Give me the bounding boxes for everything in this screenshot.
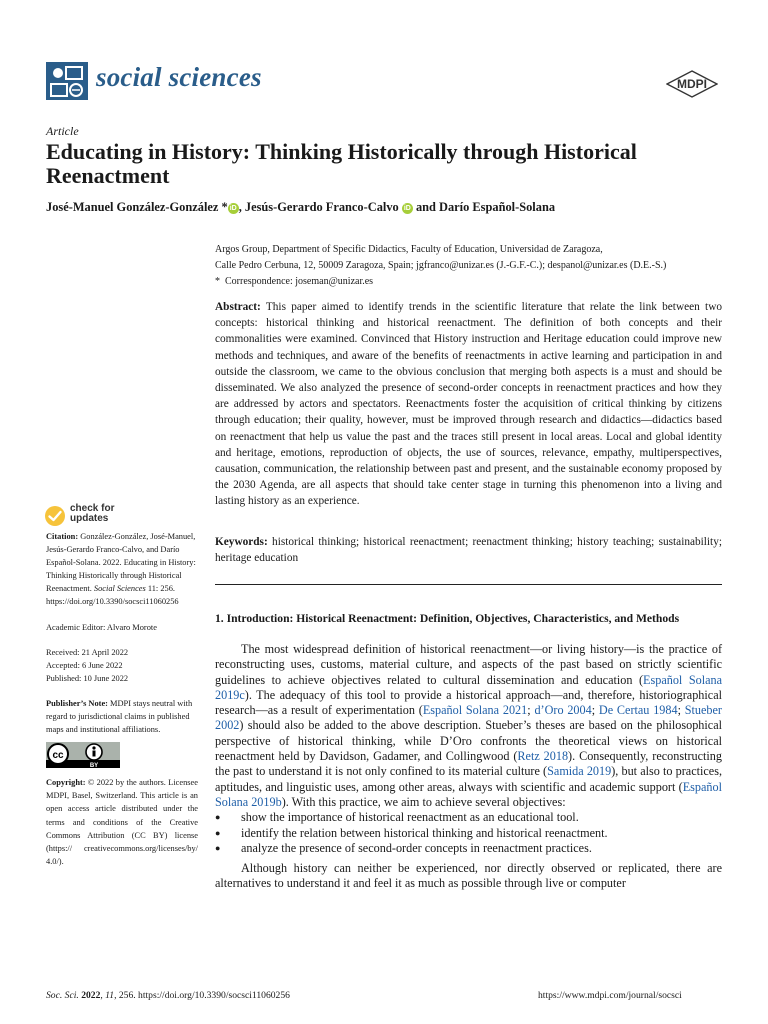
article-type: Article: [46, 124, 79, 138]
text-run: ). With this practice, we aim to achieve several objectives:: [281, 794, 566, 809]
citation-label: Citation:: [46, 532, 79, 541]
affiliation-line: Argos Group, Department of Specific Didactics, Faculty of Education, Universidad de Zaragoza,: [215, 244, 603, 255]
mdpi-logo-text: MDPI: [677, 77, 707, 91]
correspondence-text: Correspondence: joseman@unizar.es: [225, 276, 374, 287]
paragraph: [215, 642, 722, 810]
citation-journal: Social Sciences: [93, 584, 146, 594]
affiliation-line: Calle Pedro Cerbuna, 12, 50009 Zaragoza, Spain; jgfranco@unizar.es (J.-G.F.-C.); despanol@unizar.es (D.E.-S.): [215, 260, 667, 271]
footer-doi: , 256. https://doi.org/10.3390/socsci11060256: [114, 990, 290, 1001]
author-3: and Darío Español-Solana: [412, 200, 556, 214]
correspondence: [215, 274, 725, 290]
copyright-label: Copyright:: [46, 778, 86, 788]
correspondence-mark: *: [215, 276, 220, 287]
citation-link[interactable]: d’Oro 2004: [534, 703, 592, 718]
keywords-text: historical thinking; historical reenactment; reenactment thinking; history teaching; sustainability; heritage education: [215, 536, 722, 565]
citation-link[interactable]: De Certau 1984: [598, 703, 678, 718]
footer-volume: 11: [105, 990, 115, 1001]
text-run: ), but also to practices, aptitudes, and linguistic uses, among other areas, always with scientific and academic support (: [215, 764, 722, 794]
cc-by-license-badge[interactable]: [46, 742, 120, 768]
check-for-updates-line: updates: [70, 513, 109, 524]
citation-link[interactable]: Retz 2018: [517, 749, 569, 764]
list-item: ● identify the relation between historical thinking and historical reenactment.: [215, 826, 722, 841]
author-2: , Jesús-Gerardo Franco-Calvo: [238, 200, 399, 214]
orcid-icon[interactable]: iD: [229, 205, 237, 212]
abstract-text: This paper aimed to identify trends in the scientific literature that relate the link between two concepts: historical thinking and historical reenactment. The definition of both concepts and their commonalities were examined. Convinced that History instruction and Heritage education could improve new methods and techniques, and aware of the benefits of reenactments in active learning and participation in and outside the classroom, we came to the obvious conclusion that merging both aspects is a must and should be disseminated. We also analyzed the presence of second-order concepts in reenactment practices and how they are addressed by actors and spectators. Reenactments foster the acquisition of critical thinking by citizens through education; their quality, however, must be improved through research and didactics—didactics based on reenactment that help us value the past and the traces still present in local areas. Local and global identity and heritage, emotions, reproduction of objects, the use of sources, relevance, empathy, multiperspectives, causation, communication, the relationship between past and present, and the sustainable economy proposed by the 2030 Agenda, are all aspects that should take center stage in turning this phenomenon into a living and lasting history as an experience.: [215, 301, 722, 508]
list-item: ● analyze the presence of second-order concepts in reenactment practices.: [215, 841, 722, 856]
text-run: ). Consequently, reconstructing the past to understand it is not only confined to its material culture (: [215, 749, 722, 779]
paragraph: Although history can neither be experienced, nor directly observed or replicated, there are alternatives to understand it and feel it as much as possible through live or computer: [215, 861, 722, 891]
citation-text: 11: 256. https://doi.org/10.3390/socsci11060256: [46, 584, 179, 607]
citation-link[interactable]: Español Solana 2019b: [215, 779, 722, 809]
affiliation: [215, 242, 725, 290]
mdpi-logo: [666, 70, 718, 98]
published-date: Published: 10 June 2022: [46, 673, 129, 683]
check-for-updates-button[interactable]: [70, 504, 114, 524]
citation-link[interactable]: Samida 2019: [547, 764, 612, 779]
keywords-label: Keywords:: [215, 536, 268, 548]
abstract-label: Abstract:: [215, 301, 261, 313]
section-divider: [215, 584, 722, 585]
citation-link[interactable]: Stueber 2002: [215, 703, 722, 733]
received-date: Received: 21 April 2022: [46, 647, 129, 657]
cc-badge-text: BY: [89, 763, 99, 769]
citation-text: González-González, José-Manuel, Jesús-Gerardo Franco-Calvo, and Darío Español-Solana. 2022. Educating in History: Thinking Historically through Historical Reenactment.: [46, 532, 196, 594]
citation: [46, 530, 198, 609]
orcid-icon[interactable]: iD: [403, 205, 411, 212]
journal-title: social sciences: [96, 62, 262, 92]
text-run: The most widespread definition of historical reenactment—or living history—is the practice of reconstructing uses, customs, material culture, and aspects of the past based on strictly scientific guidelines to achieve objectives related to cultural dissemination and education (: [215, 642, 722, 687]
abstract: [215, 299, 722, 510]
section-body: [215, 642, 722, 892]
text-run: ;: [591, 703, 599, 718]
publishers-note: [46, 697, 198, 736]
publishers-note-label: Publisher’s Note:: [46, 698, 108, 708]
text-run: ;: [677, 703, 685, 718]
copyright: [46, 776, 198, 868]
footer-citation: Soc. Sci. 2022, 11, 256. https://doi.org/10.3390/socsci11060256: [46, 990, 290, 1001]
footer-journal-url[interactable]: https://www.mdpi.com/journal/socsci: [538, 990, 682, 1001]
author-list: [46, 200, 555, 215]
article-info-sidebar: [46, 530, 198, 868]
list-item: ● show the importance of historical reenactment as an educational tool.: [215, 810, 722, 825]
journal-logo: [46, 62, 88, 100]
svg-text:cc: cc: [52, 750, 64, 762]
objectives-list: [215, 810, 722, 856]
footer-journal: Soc. Sci.: [46, 990, 79, 1001]
text-run: ;: [527, 703, 535, 718]
citation-link[interactable]: Español Solana 2021: [422, 703, 528, 718]
copyright-text: © 2022 by the authors. Licensee MDPI, Basel, Switzerland. This article is an open access article distributed under the terms and conditions of the Creative Commons Attribution (CC BY) license (https:// creativecommons.org/licenses/by/ 4.0/).: [46, 778, 198, 866]
footer-year: 2022: [81, 990, 101, 1001]
publishers-note-text: MDPI stays neutral with regard to jurisdictional claims in published maps and institutional affiliations.: [46, 698, 193, 735]
check-for-updates-line: check for: [70, 503, 115, 514]
keywords: [215, 534, 722, 566]
author-1: José-Manuel González-González *: [46, 200, 228, 214]
text-run: ) should also be added to the above description. Stueber’s theses are based on the philosophical perspective of historical thinking, while D’Oro confronts the theoretical views on historical reenactment held by Davidson, Gadamer, and Collingwood (: [215, 718, 722, 764]
section-heading: 1. Introduction: Historical Reenactment: Definition, Objectives, Characteristics, and Methods: [215, 612, 680, 625]
check-for-updates-icon[interactable]: [44, 505, 66, 527]
article-title: Educating in History: Thinking Historically through Historical Reenactment: [46, 139, 637, 188]
text-run: ). The adequacy of this tool to provide a historical approach—and, therefore, historiographical research—as a result of experimentation (: [215, 687, 722, 718]
citation-link[interactable]: Español Solana 2019c: [215, 672, 722, 702]
accepted-date: Accepted: 6 June 2022: [46, 660, 123, 670]
academic-editor: Academic Editor: Alvaro Morote: [46, 622, 157, 632]
